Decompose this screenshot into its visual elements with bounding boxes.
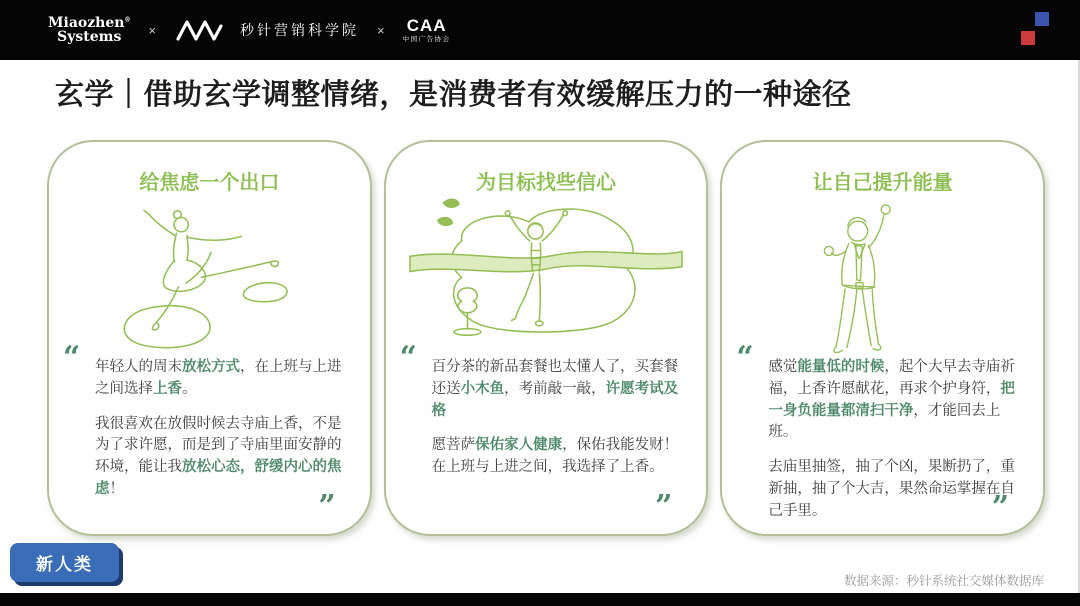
quote-paragraph: 去庙里抽签，抽了个凶，果断扔了，重新抽，抽了个大吉，果然命运掌握在自己手里。 bbox=[768, 459, 1015, 519]
close-quote-icon: ” bbox=[655, 489, 673, 524]
bottom-bar bbox=[0, 593, 1080, 606]
open-quote-icon: “ bbox=[399, 340, 417, 375]
category-badge: 新人类 bbox=[10, 543, 119, 582]
miaozhen-logo-line2: Systems bbox=[57, 29, 122, 45]
quote-text bbox=[95, 357, 344, 501]
miaozhen-academy-zigzag-icon bbox=[174, 15, 226, 45]
quote-block bbox=[722, 340, 1043, 535]
open-quote-icon: “ bbox=[63, 340, 81, 375]
caa-logo bbox=[403, 17, 451, 44]
x-separator: × bbox=[148, 22, 157, 38]
quote-paragraph: 我很喜欢在放假时候去寺庙上香，不是为了求许愿，而是到了寺庙里面安静的环境，能让我放松心态，舒缓内心的焦虑！ bbox=[95, 415, 342, 497]
caa-acronym: CAA bbox=[406, 15, 447, 35]
quote-paragraph: 感觉能量低的时候，起个大早去寺庙祈福，上香许愿献花，再求个护身符，把一身负能量都清扫干净，才能回去上班。 bbox=[768, 359, 1015, 441]
card-heading: 给焦虑一个出口 bbox=[139, 172, 280, 194]
close-quote-icon: ” bbox=[318, 489, 336, 524]
open-quote-icon: “ bbox=[736, 340, 754, 375]
quote-paragraph: 年轻人的周末放松方式，在上班与上进之间选择上香。 bbox=[95, 359, 342, 397]
finish-line-runner-illustration bbox=[386, 195, 707, 353]
card-energy-boost bbox=[720, 140, 1045, 536]
quote-text bbox=[432, 357, 681, 479]
fist-raised-man-illustration bbox=[722, 195, 1043, 353]
card-anxiety-outlet bbox=[47, 140, 372, 536]
blue-square-decoration bbox=[1035, 12, 1049, 26]
cards-row bbox=[47, 140, 1045, 536]
dancer-illustration bbox=[49, 195, 370, 353]
red-square-decoration bbox=[1021, 31, 1035, 45]
quote-paragraph: 百分茶的新品套餐也太懂人了，买套餐还送小木鱼，考前敲一敲，许愿考试及格 bbox=[431, 359, 679, 419]
miaozhen-systems-logo bbox=[48, 16, 130, 44]
quote-block bbox=[386, 340, 707, 534]
quote-paragraph: 愿菩萨保佑家人健康，保佑我能发财！在上班与上进之间，我选择了上香。 bbox=[431, 437, 679, 475]
card-heading: 让自己提升能量 bbox=[812, 172, 953, 194]
card-goal-confidence bbox=[384, 140, 709, 536]
academy-name: 秒针营销科学院 bbox=[240, 22, 360, 38]
page-title: 玄学｜借助玄学调整情绪，是消费者有效缓解压力的一种途径 bbox=[55, 79, 852, 111]
quote-block bbox=[49, 340, 370, 534]
quote-text bbox=[768, 357, 1017, 526]
close-quote-icon: ” bbox=[991, 490, 1010, 526]
miaozhen-logo-line1: Miaozhen® bbox=[48, 15, 131, 31]
x-separator: × bbox=[377, 22, 385, 38]
caa-chinese-name: 中国广告协会 bbox=[402, 36, 451, 44]
top-logo-bar bbox=[0, 0, 1080, 60]
data-source-note: 数据来源：秒针系统社交媒体数据库 bbox=[843, 574, 1044, 588]
card-heading: 为目标找些信心 bbox=[476, 172, 616, 194]
